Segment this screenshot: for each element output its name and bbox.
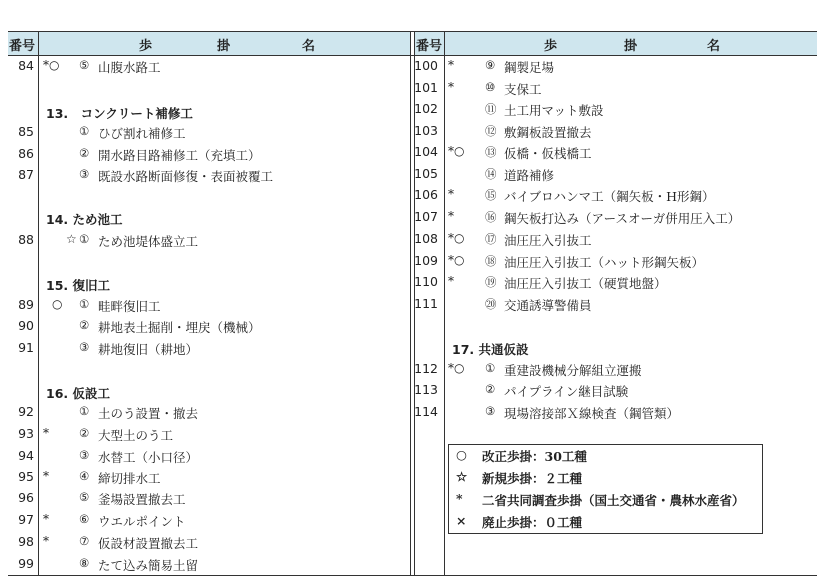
row-name: 油圧圧入引抜工（ハット形鋼矢板） — [504, 255, 705, 270]
row-index: ① — [79, 404, 90, 418]
right-num-divider — [444, 31, 445, 576]
row-name: 山腹水路工 — [98, 60, 161, 75]
legend-text: 廃止歩掛：０工種 — [482, 515, 583, 530]
row-name: 耕地復旧（耕地） — [98, 342, 199, 357]
row-number: 93 — [18, 426, 34, 441]
row-name: 釜場設置撤去工 — [98, 492, 186, 507]
row-name: 耕地表土掘削・埋戻（機械） — [98, 320, 261, 335]
row-name: パイプライン継目試験 — [504, 384, 629, 399]
row-number: 89 — [18, 297, 34, 312]
row-number: 102 — [414, 101, 438, 116]
row-index: ⑨ — [485, 58, 496, 72]
row-number: 105 — [414, 166, 438, 181]
row-mark: * — [448, 209, 454, 223]
legend-symbol: ○ — [456, 447, 467, 462]
row-number: 114 — [414, 404, 438, 419]
left-header-name-2: 掛 — [217, 39, 231, 54]
row-name: 畦畔復旧工 — [98, 299, 161, 314]
row-name: 既設水路断面修復・表面被覆工 — [98, 169, 274, 184]
row-index: ⑩ — [485, 80, 496, 94]
header-rule — [8, 55, 817, 56]
row-number: 107 — [414, 209, 438, 224]
right-header-bar — [414, 31, 817, 55]
row-index: ⑳ — [485, 297, 497, 311]
row-number: 86 — [18, 146, 34, 161]
row-number: 104 — [414, 144, 438, 159]
row-number: 110 — [414, 274, 438, 289]
row-mark: *○ — [448, 231, 465, 245]
row-index: ③ — [79, 448, 90, 462]
row-number: 85 — [18, 124, 34, 139]
row-number: 96 — [18, 490, 34, 505]
legend-symbol: ☆ — [456, 469, 468, 484]
row-index: ⑮ — [485, 188, 497, 202]
legend-text: 新規歩掛：２工種 — [482, 471, 583, 486]
row-index: ⑱ — [485, 254, 497, 268]
row-number: 88 — [18, 232, 34, 247]
left-header-bar — [8, 31, 410, 55]
left-header-name-1: 歩 — [139, 39, 153, 54]
row-index: ⑭ — [485, 167, 497, 181]
row-index: ④ — [79, 469, 90, 483]
row-mark: * — [448, 80, 454, 94]
row-index: ⑤ — [79, 490, 90, 504]
row-name: ため池堤体盛立工 — [98, 234, 199, 249]
section-heading: 13. コンクリート補修工 — [46, 106, 193, 121]
row-number: 91 — [18, 340, 34, 355]
row-number: 113 — [414, 382, 438, 397]
row-index: ② — [485, 382, 496, 396]
row-index: ③ — [79, 167, 90, 181]
row-name: バイブロハンマ工（鋼矢板・H形鋼） — [504, 189, 715, 204]
row-number: 108 — [414, 231, 438, 246]
row-number: 94 — [18, 448, 34, 463]
row-name: 仮橋・仮桟橋工 — [504, 146, 592, 161]
row-mark: * — [448, 274, 454, 288]
legend-symbol: * — [456, 491, 463, 506]
row-mark: * — [43, 512, 49, 526]
row-index: ① — [79, 232, 90, 246]
row-number: 111 — [414, 296, 438, 311]
row-name: 敷鋼板設置撤去 — [504, 125, 592, 140]
legend-text: 改正歩掛：30工種 — [482, 449, 587, 464]
row-name: 支保工 — [504, 82, 542, 97]
row-name: 大型土のう工 — [98, 428, 174, 443]
row-number: 100 — [414, 58, 438, 73]
row-index: ① — [79, 124, 90, 138]
row-number: 99 — [18, 556, 34, 571]
row-number: 84 — [18, 58, 34, 73]
row-name: 水替工（小口径） — [98, 450, 199, 465]
row-mark: * — [448, 187, 454, 201]
row-mark: *○ — [448, 144, 465, 158]
row-mark: *○ — [448, 253, 465, 267]
row-name: 油圧圧入引抜工（硬質地盤） — [504, 276, 667, 291]
row-index: ② — [79, 146, 90, 160]
row-index: ② — [79, 426, 90, 440]
legend-text: 二省共同調査歩掛（国土交通省・農林水産省） — [482, 493, 745, 508]
row-number: 87 — [18, 167, 34, 182]
row-mark: * — [448, 58, 454, 72]
left-num-divider — [38, 31, 39, 576]
row-index: ⑯ — [485, 210, 497, 224]
row-name: 土のう設置・撤去 — [98, 406, 199, 421]
row-index: ⑲ — [485, 275, 497, 289]
row-name: 仮設材設置撤去工 — [98, 536, 199, 551]
section-heading: 15. 復旧工 — [46, 278, 110, 293]
row-index: ③ — [485, 404, 496, 418]
bottom-rule — [8, 575, 817, 576]
section-heading: 16. 仮設工 — [46, 386, 110, 401]
row-mark: *○ — [43, 58, 60, 72]
row-name: 締切排水工 — [98, 471, 161, 486]
row-mark: *○ — [448, 361, 465, 375]
section-heading: 14. ため池工 — [46, 212, 123, 227]
row-number: 98 — [18, 534, 34, 549]
row-index: ⑦ — [79, 534, 90, 548]
row-number: 106 — [414, 187, 438, 202]
row-index: ⑪ — [485, 102, 497, 116]
row-index: ③ — [79, 340, 90, 354]
row-number: 95 — [18, 469, 34, 484]
row-number: 92 — [18, 404, 34, 419]
row-number: 109 — [414, 253, 438, 268]
right-header-name-2: 掛 — [624, 39, 638, 54]
row-index: ② — [79, 318, 90, 332]
row-index: ① — [79, 297, 90, 311]
row-name: 現場溶接部Ｘ線検査（鋼管類） — [504, 406, 680, 421]
row-index: ⑰ — [485, 232, 497, 246]
row-number: 90 — [18, 318, 34, 333]
right-header-number: 番号 — [416, 39, 443, 54]
row-name: 油圧圧入引抜工 — [504, 233, 592, 248]
row-mark: * — [43, 426, 49, 440]
top-rule — [8, 31, 817, 32]
row-index: ⑤ — [79, 58, 90, 72]
row-name: ウエルポイント — [98, 514, 186, 529]
row-name: たて込み簡易土留 — [98, 558, 199, 573]
row-number: 103 — [414, 123, 438, 138]
row-mark: ☆ — [66, 232, 77, 246]
row-name: ひび割れ補修工 — [98, 126, 186, 141]
row-mark: ○ — [52, 297, 63, 311]
row-name: 重建設機械分解組立運搬 — [504, 363, 642, 378]
row-number: 112 — [414, 361, 438, 376]
row-name: 道路補修 — [504, 168, 555, 183]
row-name: 交通誘導警備員 — [504, 298, 592, 313]
section-heading: 17. 共通仮設 — [452, 342, 529, 357]
right-header-name-3: 名 — [707, 39, 721, 54]
row-name: 鋼製足場 — [504, 60, 555, 75]
legend-symbol: × — [456, 513, 467, 528]
row-index: ⑧ — [79, 556, 90, 570]
row-index: ⑥ — [79, 512, 90, 526]
row-name: 鋼矢板打込み（アースオーガ併用圧入工） — [504, 211, 741, 226]
row-index: ① — [485, 361, 496, 375]
row-number: 97 — [18, 512, 34, 527]
row-mark: * — [43, 469, 49, 483]
row-number: 101 — [414, 80, 438, 95]
right-header-name-1: 歩 — [544, 39, 558, 54]
row-name: 開水路目路補修工（充填工） — [98, 148, 261, 163]
row-index: ⑫ — [485, 124, 497, 138]
left-header-number: 番号 — [9, 39, 36, 54]
left-header-name-3: 名 — [302, 39, 316, 54]
row-index: ⑬ — [485, 145, 497, 159]
row-name: 土工用マット敷設 — [504, 103, 604, 118]
row-mark: * — [43, 534, 49, 548]
